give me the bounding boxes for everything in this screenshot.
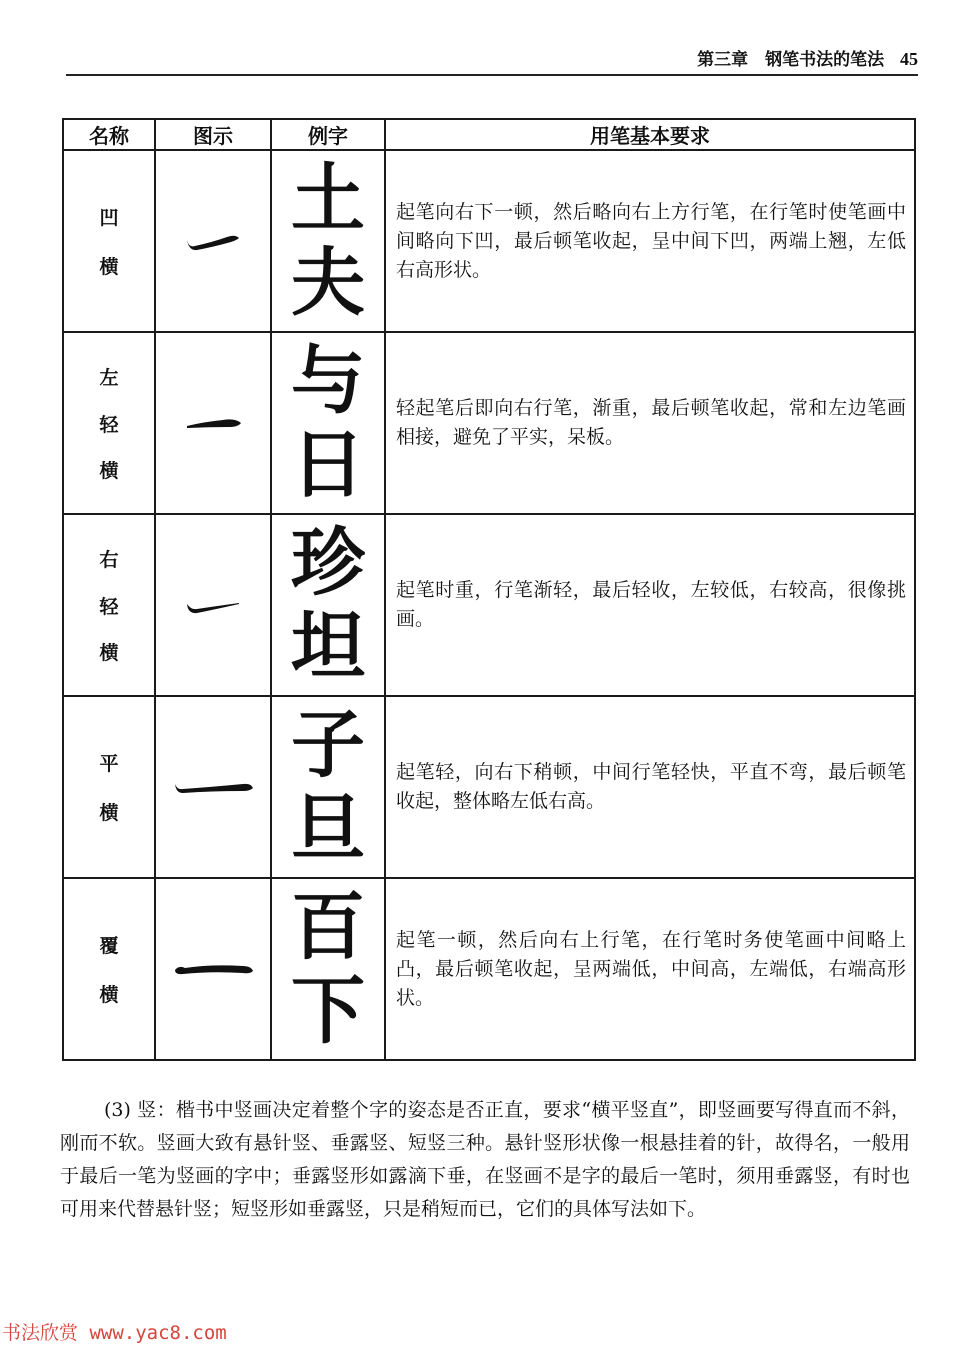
- stroke-name-char: 凹: [99, 207, 119, 229]
- stroke-name-char: 轻: [99, 413, 119, 436]
- example-chars-cell: [271, 514, 385, 696]
- stroke-table: [62, 118, 916, 1061]
- requirement-text: 起笔一顿，然后向右上行笔，在行笔时务使笔画中间略上凸，最后顿笔收起，呈两端低，中间高，左端低，右端高形状。: [385, 878, 915, 1060]
- requirement-text: 起笔时重，行笔渐轻，最后轻收，左较低，右较高，很像挑画。: [385, 514, 915, 696]
- stroke-name-cell: [63, 514, 155, 696]
- watermark: 书法欣赏 www.yac8.com: [2, 1322, 227, 1344]
- example-char: 子: [291, 702, 365, 788]
- stroke-name-cell: [63, 150, 155, 332]
- stroke-diagram-cell: [155, 150, 271, 332]
- stroke-name-cell: [63, 696, 155, 878]
- example-char: 夫: [291, 240, 365, 326]
- body-paragraph-text: (3) 竖：楷书中竖画决定着整个字的姿态是否正直，要求“横平竖直”，即竖画要写得直而不斜，刚而不软。竖画大致有悬针竖、垂露竖、短竖三种。悬针竖形状像一根悬挂着的针，故得名，一般用于最后一笔为竖画的字中；垂露竖形如露滴下垂，在竖画不是字的最后一笔时，须用垂露竖，有时也可用来代替悬针竖；短竖形如垂露竖，只是稍短而已，它们的具体写法如下。: [60, 1099, 910, 1220]
- stroke-name-char: 轻: [99, 595, 119, 618]
- table-header-row: [63, 119, 915, 150]
- body-paragraph: [60, 1094, 910, 1226]
- example-char: 旦: [291, 786, 365, 872]
- right-light-horizontal-stroke-icon: [183, 590, 243, 620]
- chapter-title: 第三章 钢笔书法的笔法: [697, 50, 885, 70]
- page-header: [66, 48, 918, 76]
- stroke-name-char: 左: [99, 366, 119, 389]
- column-header-diagram: 图示: [155, 119, 271, 150]
- table-row: [63, 878, 915, 1060]
- stroke-name-char: 覆: [99, 935, 119, 957]
- stroke-name-char: 横: [99, 256, 119, 278]
- column-header-name: 名称: [63, 119, 155, 150]
- column-header-examples: 例字: [271, 119, 385, 150]
- column-header-requirements: 用笔基本要求: [385, 119, 915, 150]
- stroke-name-char: 横: [99, 642, 119, 665]
- example-char: 坦: [291, 604, 365, 690]
- table-row: [63, 696, 915, 878]
- table-row: [63, 514, 915, 696]
- flat-horizontal-stroke-icon: [171, 772, 255, 802]
- stroke-diagram-cell: [155, 514, 271, 696]
- convex-horizontal-stroke-icon: [171, 954, 255, 984]
- stroke-name-cell: [63, 878, 155, 1060]
- table-row: [63, 332, 915, 514]
- example-char: 下: [291, 968, 365, 1054]
- page-number: 45: [900, 49, 918, 69]
- stroke-name-char: 平: [99, 753, 119, 775]
- table-row: [63, 150, 915, 332]
- example-char: 土: [291, 156, 365, 242]
- example-chars-cell: [271, 696, 385, 878]
- stroke-name-char: 横: [99, 802, 119, 824]
- stroke-name-char: 右: [99, 548, 119, 571]
- concave-horizontal-stroke-icon: [183, 226, 243, 256]
- example-char: 日: [291, 422, 365, 508]
- left-light-horizontal-stroke-icon: [183, 408, 243, 438]
- stroke-diagram-cell: [155, 878, 271, 1060]
- example-chars-cell: [271, 332, 385, 514]
- example-char: 珍: [291, 520, 365, 606]
- stroke-name-char: 横: [99, 984, 119, 1006]
- requirement-text: 起笔向右下一顿，然后略向右上方行笔，在行笔时使笔画中间略向下凹，最后顿笔收起，呈中间下凹，两端上翘，左低右高形状。: [385, 150, 915, 332]
- stroke-name-cell: [63, 332, 155, 514]
- requirement-text: 起笔轻，向右下稍顿，中间行笔轻快，平直不弯，最后顿笔收起，整体略左低右高。: [385, 696, 915, 878]
- requirement-text: 轻起笔后即向右行笔，渐重，最后顿笔收起，常和左边笔画相接，避免了平实，呆板。: [385, 332, 915, 514]
- stroke-diagram-cell: [155, 696, 271, 878]
- example-char: 百: [291, 884, 365, 970]
- stroke-name-char: 横: [99, 460, 119, 483]
- stroke-diagram-cell: [155, 332, 271, 514]
- example-char: 与: [291, 338, 365, 424]
- example-chars-cell: [271, 878, 385, 1060]
- example-chars-cell: [271, 150, 385, 332]
